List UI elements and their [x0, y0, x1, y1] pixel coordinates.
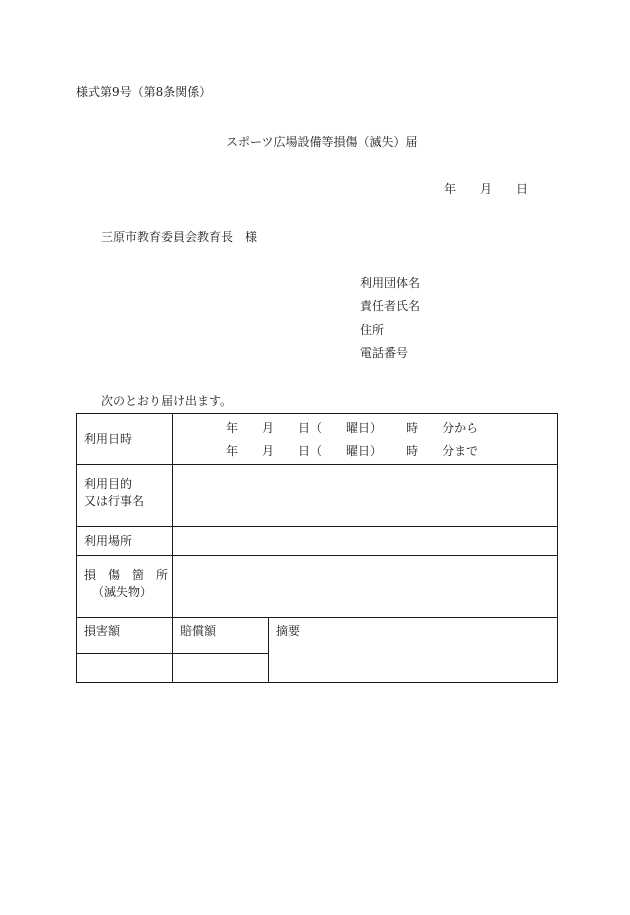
usage-date-from-line: [226, 422, 478, 434]
from-minute-label: 分から: [442, 421, 479, 435]
from-year-label: 年: [226, 421, 239, 435]
damage-location-label-line-2: （滅失物）: [92, 585, 153, 600]
damage-char-4: 所: [156, 568, 169, 582]
to-weekday-label: 曜日）: [346, 444, 383, 458]
sender-address-label: 住所: [360, 323, 385, 337]
usage-date-to-line: [226, 445, 478, 457]
remarks-field[interactable]: [269, 618, 558, 683]
compensation-amount-label: 賠償額: [173, 618, 269, 654]
purpose-label: [77, 465, 173, 527]
purpose-field[interactable]: [173, 465, 558, 527]
purpose-label-line-1: 利用目的: [84, 477, 133, 491]
place-field[interactable]: [173, 527, 558, 556]
place-row: [77, 527, 558, 556]
form-number: 様式第9号（第8条関係）: [76, 85, 212, 99]
damage-char-2: 傷: [108, 568, 121, 582]
date-month-label: 月: [480, 182, 493, 196]
sender-responsible-person-label: 責任者氏名: [360, 299, 421, 313]
to-day-label: 日（: [298, 444, 323, 458]
damage-location-label-line-1: [84, 567, 172, 584]
usage-date-row: [77, 414, 558, 465]
from-day-label: 日（: [298, 421, 323, 435]
from-hour-label: 時: [406, 421, 419, 435]
purpose-label-line-2: 又は行事名: [84, 494, 145, 509]
purpose-row: [77, 465, 558, 527]
damage-location-row: [77, 556, 558, 618]
damage-report-table: [76, 413, 558, 683]
document-title: スポーツ広場設備等損傷（滅失）届: [226, 135, 418, 149]
intro-text: 次のとおり届け出ます。: [101, 394, 233, 408]
to-month-label: 月: [262, 444, 275, 458]
compensation-amount-field[interactable]: [173, 654, 269, 683]
usage-date-label: 利用日時: [77, 414, 173, 465]
from-weekday-label: 曜日）: [346, 421, 383, 435]
damage-location-field[interactable]: [173, 556, 558, 618]
date-day-label: 日: [516, 182, 529, 196]
usage-date-field[interactable]: [173, 414, 558, 465]
date-year-label: 年: [444, 182, 457, 196]
to-hour-label: 時: [406, 444, 419, 458]
submission-date: [444, 183, 528, 195]
to-minute-label: 分まで: [442, 444, 479, 458]
sender-org-name-label: 利用団体名: [360, 276, 421, 290]
damage-amount-field[interactable]: [77, 654, 173, 683]
addressee: 三原市教育委員会教育長 様: [101, 230, 258, 244]
place-label: 利用場所: [77, 527, 173, 556]
sender-phone-label: 電話番号: [360, 346, 409, 360]
remarks-label: 摘要: [276, 624, 301, 638]
to-year-label: 年: [226, 444, 239, 458]
damage-char-3: 箇: [132, 568, 145, 582]
amount-header-row: [77, 618, 558, 654]
from-month-label: 月: [262, 421, 275, 435]
damage-char-1: 損: [84, 568, 97, 582]
damage-amount-label: 損害額: [77, 618, 173, 654]
damage-location-label: [77, 556, 173, 618]
